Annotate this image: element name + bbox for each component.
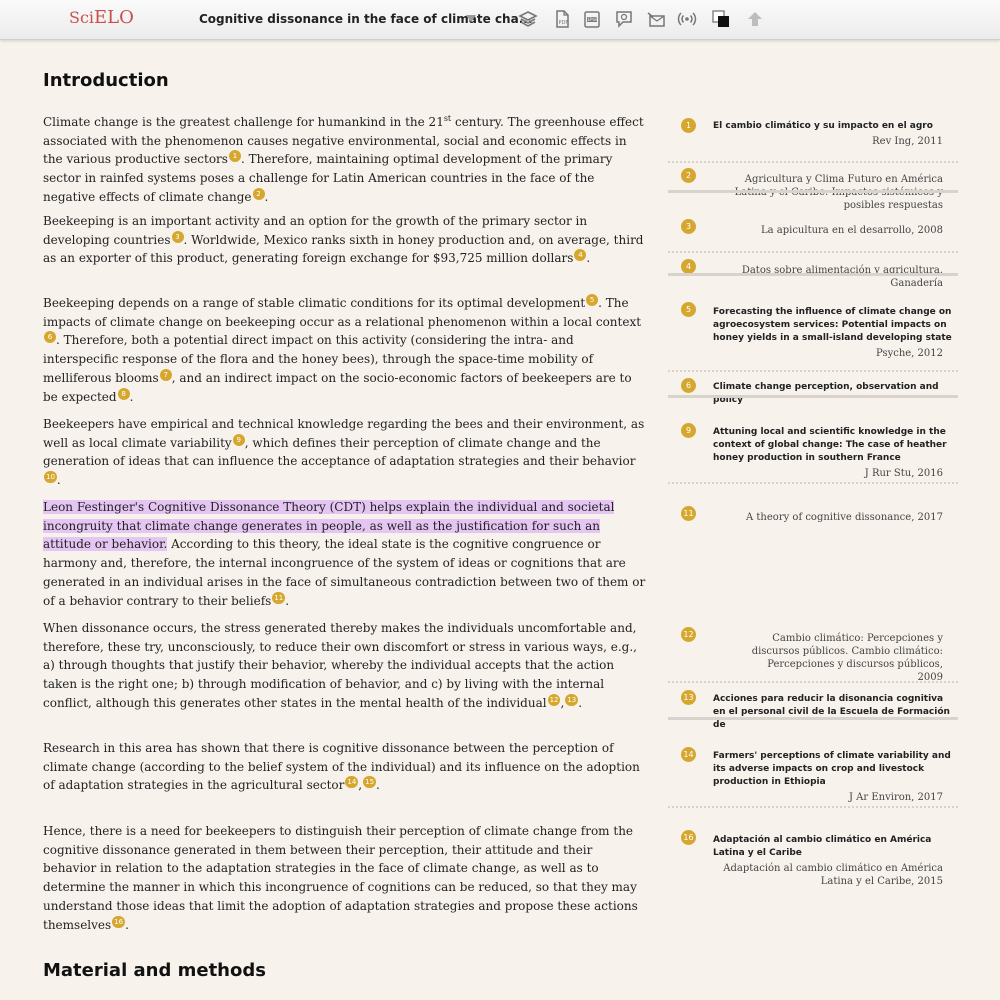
reference-badge-16[interactable]: 16 — [114, 917, 124, 926]
sidebar-badge: 9 — [681, 423, 696, 438]
divider — [668, 251, 958, 253]
text: When dissonance occurs, the stress generated thereby makes the individuals uncomfortable and, therefore, these try, unconsciously, to reduce their own discomfort or stress in various ways, e.g., a) through thoughts that justify their behavior, whereby the individual accepts that the action taken is the right one; b) through modification of behavior, and c) by living with the internal conflict, although this generates other states in the mental health of the individual — [43, 621, 637, 710]
text: . — [129, 389, 134, 404]
sidebar-badge: 1 — [681, 118, 696, 133]
mail-icon[interactable] — [646, 9, 666, 29]
section-heading-material-methods: Material and methods — [43, 960, 266, 981]
svg-text:EPUB: EPUB — [587, 17, 599, 22]
reference-meta: J Ar Environ, 2017 — [848, 792, 943, 803]
text: According to this theory, the ideal state is the cognitive congruence or harmony and, therefore, the internal incongruence of the system of ideas or cognitions that are generated in an individual arises in the face of simultaneous contradiction between two of them or of a behavior contrary to their beliefs — [43, 537, 646, 608]
text: . — [586, 251, 591, 266]
logo-elo-text: ELO — [94, 7, 134, 28]
reference-meta: Rev Ing, 2011 — [872, 136, 943, 147]
reference-badge-10[interactable]: 10 — [46, 473, 55, 482]
sidebar-badge: 6 — [681, 378, 696, 393]
reference-badge-4[interactable]: 4 — [574, 249, 586, 261]
sidebar-badge: 16 — [681, 830, 696, 845]
contrast-icon[interactable] — [711, 9, 731, 29]
audio-icon[interactable] — [677, 9, 697, 29]
reference-meta: Adaptación al cambio climático en América Latina y el Caribe, 2015 — [723, 863, 943, 887]
text: . — [125, 917, 129, 932]
text: . Worldwide, Mexico ranks sixth in honey production and, on average, third as an exporter of this product, generating foreign exchange for $93,725 million dollars — [43, 232, 644, 266]
paragraph-8 — [43, 822, 647, 934]
reference-badge-5[interactable]: 5 — [586, 294, 598, 306]
text: Hence, there is a need for beekeepers to distinguish their perception of climate change from the cognitive dissonance generated in them between their perception, their attitude and their behavior in relation to the adaptation strategies in the face of climate change, as well as to determine the manner in which this incongruence of cognitions can be reduced, so that they may understand those ideas that limit the adoption of adaptation strategies and propose these actions themselves — [43, 824, 638, 932]
reference-badge-9[interactable]: 9 — [233, 434, 245, 446]
reference-title: Climate change perception, observation and policy — [713, 382, 939, 405]
reference-meta: A theory of cognitive dissonance, 2017 — [746, 512, 943, 523]
reference-title: Forecasting the influence of climate change on agroecosystem services: Potential impacts on honey yields in a small-island developing state — [713, 307, 952, 343]
svg-text:PDF: PDF — [558, 20, 569, 26]
text: . — [578, 695, 583, 710]
sidebar-badge: 4 — [681, 259, 696, 274]
text: Climate change is the greatest challenge for humankind in the 21 — [43, 115, 444, 129]
reference-badge-2[interactable]: 2 — [253, 188, 265, 200]
sidebar-badge: 12 — [681, 627, 696, 642]
up-arrow-icon[interactable] — [745, 9, 765, 29]
paragraph-7 — [43, 739, 647, 795]
divider — [668, 681, 958, 683]
sidebar-badge: 13 — [681, 690, 696, 705]
scielo-logo[interactable] — [69, 7, 134, 28]
text: . Therefore, both a potential direct impact on this activity (considering the intra- and interspecific response of the flora and the honey bees), through the space-time mobility of melliferous blooms — [43, 333, 594, 385]
divider — [668, 370, 958, 372]
superscript: st — [443, 114, 452, 123]
divider — [668, 190, 958, 193]
document-title[interactable]: Cognitive dissonance in the face of climate cha... — [199, 12, 533, 26]
comment-icon[interactable] — [614, 9, 634, 29]
reference-badge-11[interactable]: 11 — [274, 593, 284, 602]
paragraph-2 — [43, 212, 647, 268]
text: Beekeepers have empirical and technical knowledge regarding the bees and their environment, as well as local climate variability — [43, 417, 645, 450]
divider — [668, 161, 958, 163]
paragraph-6 — [43, 619, 647, 713]
reference-badge-8[interactable]: 8 — [118, 388, 130, 400]
text: . — [56, 473, 61, 488]
text: . The impacts of climate change on beekeeping occur as a relational phenomenon within a local context — [43, 296, 642, 329]
text: century. The greenhouse effect associated with the phenomenon causes negative environmental, social and economic effects in the various productive sectors — [43, 115, 644, 167]
reference-badge-12[interactable]: 12 — [549, 695, 559, 704]
highlighted-text[interactable]: Leon Festinger's Cognitive Dissonance Theory (CDT) helps explain the individual and societal incongruity that climate change generates in people, as well as the justification for such an attitude or behavior. — [43, 500, 615, 552]
text: Beekeeping is an important activity and an option for the growth of the primary sector in developing countries — [43, 214, 588, 247]
sidebar-badge: 11 — [681, 506, 696, 521]
logo-sci-text: Sci — [69, 8, 95, 27]
text: , — [358, 778, 363, 793]
text: , and an indirect impact on the socio-economic factors of beekeepers are to be expected — [43, 370, 632, 404]
text: . — [264, 189, 269, 204]
sidebar-badge: 3 — [681, 219, 696, 234]
layers-icon[interactable] — [518, 9, 538, 29]
reference-title: Adaptación al cambio climático en América Latina y el Caribe — [713, 835, 932, 858]
reference-title: Acciones para reducir la disonancia cognitiva en el personal civil de la Escuela de Formación de — [713, 694, 950, 730]
paragraph-1 — [43, 110, 647, 207]
sidebar-badge: 2 — [681, 168, 696, 183]
divider — [668, 273, 958, 276]
paragraph-4 — [43, 415, 647, 490]
divider — [668, 717, 958, 720]
reference-badge-13[interactable]: 13 — [567, 695, 577, 704]
reference-meta: J Rur Stu, 2016 — [864, 468, 943, 479]
text: . — [376, 778, 380, 793]
reference-title: El cambio climático y su impacto en el agro — [713, 121, 933, 131]
reference-meta: Cambio climático: Percepciones y discursos públicos. Cambio climático: Percepciones y discursos públicos, 2009 — [751, 633, 943, 683]
reference-badge-14[interactable]: 14 — [347, 778, 357, 787]
text: , — [560, 695, 565, 710]
reference-meta: Psyche, 2012 — [875, 348, 943, 359]
reference-badge-1[interactable]: 1 — [229, 150, 241, 162]
reference-title: Attuning local and scientific knowledge in the context of global change: The case of heather honey production in southern France — [713, 427, 947, 463]
text: . — [285, 593, 290, 608]
divider — [668, 482, 958, 484]
text: Beekeeping depends on a range of stable climatic conditions for its optimal development — [43, 296, 586, 310]
top-toolbar — [0, 0, 1000, 40]
text: , which defines their perception of climate change and the generation of ideas that can influence the acceptance of adaptation strategies and their behavior — [43, 435, 636, 469]
sidebar-badge: 14 — [681, 747, 696, 762]
pdf-icon[interactable] — [552, 9, 572, 29]
reference-badge-7[interactable]: 7 — [160, 369, 172, 381]
reference-badge-3[interactable]: 3 — [172, 231, 184, 243]
sidebar-badge: 5 — [681, 302, 696, 317]
reference-meta: La apicultura en el desarrollo, 2008 — [760, 225, 943, 236]
paragraph-3 — [43, 294, 647, 406]
text: Research in this area has shown that there is cognitive dissonance between the perception of climate change (according to the belief system of the individual) and its influence on the adoption of adaptation strategies in the agricultural sector — [43, 741, 640, 793]
paragraph-5 — [43, 498, 647, 610]
reference-meta: Agricultura y Clima Futuro en América Latina y el Caribe: Impactos sistémicos y posibles respuestas — [734, 174, 943, 211]
divider — [668, 806, 958, 808]
section-heading-introduction: Introduction — [43, 70, 169, 91]
epub-icon[interactable] — [582, 9, 602, 29]
reference-badge-15[interactable]: 15 — [365, 778, 375, 787]
reference-title: Farmers' perceptions of climate variability and its adverse impacts on crop and livestock production in Ethiopia — [713, 751, 951, 787]
divider — [668, 395, 958, 398]
text: . Therefore, maintaining optimal development of the primary sector in rainfed systems poses a challenge for Latin American countries in the face of the negative effects of climate change — [43, 152, 613, 204]
reference-badge-6[interactable]: 6 — [44, 331, 56, 343]
chevron-down-icon[interactable] — [466, 15, 476, 22]
reference-meta: Datos sobre alimentación y agricultura. Ganadería — [741, 265, 943, 289]
